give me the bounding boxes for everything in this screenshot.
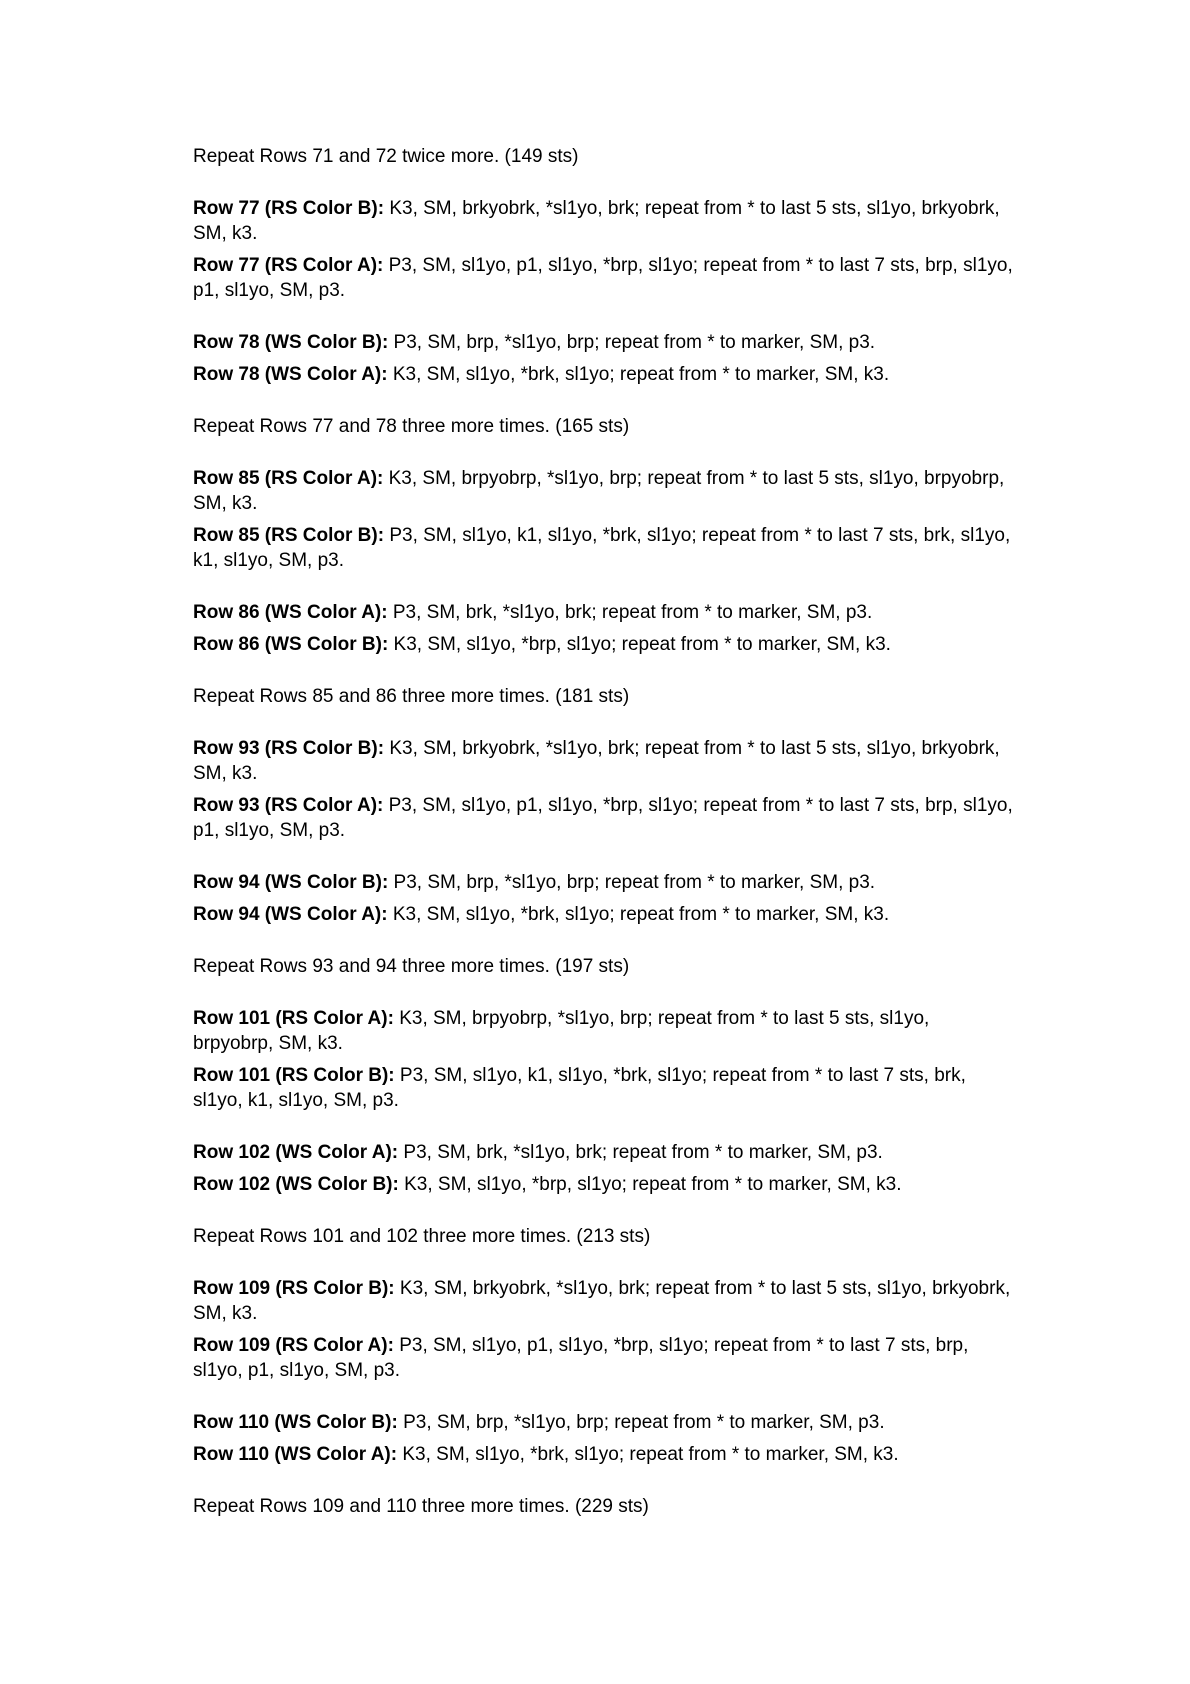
row-instruction: [193, 466, 1013, 516]
document-page: [193, 144, 1013, 1519]
row-instruction: [193, 793, 1013, 843]
row-text: K3, SM, brkyobrk, *sl1yo, brk; repeat from * to last 5 sts, sl1yo, brkyobrk, SM, k3.: [193, 198, 1000, 244]
row-text: K3, SM, sl1yo, *brp, sl1yo; repeat from * to marker, SM, k3.: [388, 634, 891, 655]
row-text: P3, SM, sl1yo, p1, sl1yo, *brp, sl1yo; repeat from * to last 7 sts, brp, sl1yo, p1, sl1yo, SM, p3.: [193, 1335, 969, 1381]
repeat-instruction: Repeat Rows 101 and 102 three more times. (213 sts): [193, 1226, 651, 1247]
row-instruction: [193, 362, 1013, 387]
row-label: Row 102 (WS Color A):: [193, 1142, 399, 1163]
row-label: Row 94 (WS Color B):: [193, 872, 389, 893]
row-label: Row 101 (RS Color A):: [193, 1008, 394, 1029]
row-text: P3, SM, sl1yo, p1, sl1yo, *brp, sl1yo; repeat from * to last 7 sts, brp, sl1yo, p1, sl1yo, SM, p3.: [193, 795, 1013, 841]
row-label: Row 85 (RS Color A):: [193, 468, 384, 489]
row-instruction: [193, 1172, 1013, 1197]
repeat-instruction: Repeat Rows 77 and 78 three more times. (165 sts): [193, 416, 630, 437]
row-text: K3, SM, sl1yo, *brk, sl1yo; repeat from * to marker, SM, k3.: [387, 364, 890, 385]
repeat-instruction: Repeat Rows 109 and 110 three more times. (229 sts): [193, 1496, 649, 1517]
row-text: P3, SM, brk, *sl1yo, brk; repeat from * to marker, SM, p3.: [387, 602, 873, 623]
row-label: Row 110 (WS Color A):: [193, 1444, 398, 1465]
row-instruction: [193, 1442, 1013, 1467]
repeat-instruction: Repeat Rows 93 and 94 three more times. (197 sts): [193, 956, 630, 977]
row-label: Row 86 (WS Color A):: [193, 602, 388, 623]
repeat-instruction: Repeat Rows 85 and 86 three more times. (181 sts): [193, 686, 630, 707]
row-text: P3, SM, brk, *sl1yo, brk; repeat from * to marker, SM, p3.: [398, 1142, 883, 1163]
row-instruction: [193, 523, 1013, 573]
row-instruction: [193, 1410, 1013, 1435]
row-instruction: [193, 1063, 1013, 1113]
row-label: Row 109 (RS Color A):: [193, 1335, 394, 1356]
row-label: Row 86 (WS Color B):: [193, 634, 389, 655]
row-instruction: [193, 632, 1013, 657]
row-instruction: [193, 1140, 1013, 1165]
row-label: Row 109 (RS Color B):: [193, 1278, 395, 1299]
row-instruction: [193, 1333, 1013, 1383]
row-text: K3, SM, sl1yo, *brk, sl1yo; repeat from * to marker, SM, k3.: [397, 1444, 899, 1465]
row-label: Row 101 (RS Color B):: [193, 1065, 395, 1086]
row-instruction: [193, 1276, 1013, 1326]
row-text: P3, SM, sl1yo, p1, sl1yo, *brp, sl1yo; repeat from * to last 7 sts, brp, sl1yo, p1, sl1yo, SM, p3.: [193, 255, 1013, 301]
row-label: Row 78 (WS Color A):: [193, 364, 388, 385]
row-text: P3, SM, brp, *sl1yo, brp; repeat from * to marker, SM, p3.: [388, 872, 876, 893]
row-label: Row 78 (WS Color B):: [193, 332, 389, 353]
row-instruction: [193, 736, 1013, 786]
row-text: K3, SM, sl1yo, *brk, sl1yo; repeat from * to marker, SM, k3.: [387, 904, 890, 925]
row-text: K3, SM, brpyobrp, *sl1yo, brp; repeat from * to last 5 sts, sl1yo, brpyobrp, SM, k3.: [193, 468, 1005, 514]
row-text: K3, SM, brpyobrp, *sl1yo, brp; repeat from * to last 5 sts, sl1yo, brpyobrp, SM, k3.: [193, 1008, 930, 1054]
row-instruction: [193, 870, 1013, 895]
row-instruction: [193, 1006, 1013, 1056]
repeat-instruction: Repeat Rows 71 and 72 twice more. (149 sts): [193, 146, 579, 167]
row-text: K3, SM, sl1yo, *brp, sl1yo; repeat from * to marker, SM, k3.: [398, 1174, 902, 1195]
row-text: K3, SM, brkyobrk, *sl1yo, brk; repeat from * to last 5 sts, sl1yo, brkyobrk, SM, k3.: [193, 1278, 1011, 1324]
row-label: Row 102 (WS Color B):: [193, 1174, 399, 1195]
row-label: Row 77 (RS Color B):: [193, 198, 385, 219]
row-label: Row 94 (WS Color A):: [193, 904, 388, 925]
row-text: P3, SM, brp, *sl1yo, brp; repeat from * to marker, SM, p3.: [397, 1412, 885, 1433]
row-label: Row 93 (RS Color B):: [193, 738, 385, 759]
row-instruction: [193, 196, 1013, 246]
row-instruction: [193, 902, 1013, 927]
row-label: Row 110 (WS Color B):: [193, 1412, 398, 1433]
row-instruction: [193, 600, 1013, 625]
row-text: P3, SM, brp, *sl1yo, brp; repeat from * to marker, SM, p3.: [388, 332, 876, 353]
row-instruction: [193, 253, 1013, 303]
row-text: P3, SM, sl1yo, k1, sl1yo, *brk, sl1yo; repeat from * to last 7 sts, brk, sl1yo, k1, sl1yo, SM, p3.: [193, 525, 1011, 571]
row-instruction: [193, 330, 1013, 355]
row-label: Row 85 (RS Color B):: [193, 525, 385, 546]
row-text: P3, SM, sl1yo, k1, sl1yo, *brk, sl1yo; repeat from * to last 7 sts, brk, sl1yo, k1, sl1yo, SM, p3.: [193, 1065, 966, 1111]
row-label: Row 77 (RS Color A):: [193, 255, 384, 276]
row-label: Row 93 (RS Color A):: [193, 795, 384, 816]
row-text: K3, SM, brkyobrk, *sl1yo, brk; repeat from * to last 5 sts, sl1yo, brkyobrk, SM, k3.: [193, 738, 1000, 784]
